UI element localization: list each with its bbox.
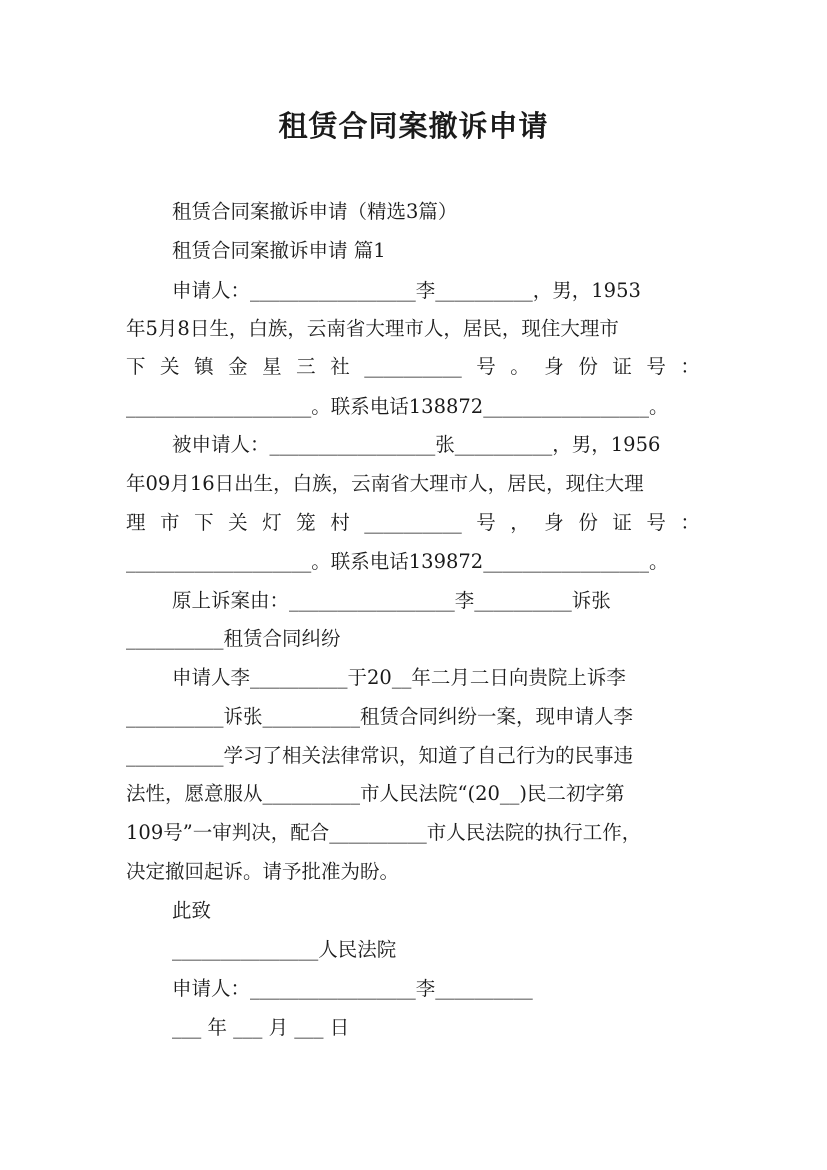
- respondent-phone-line: ___________________。联系电话139872_________________。: [126, 550, 669, 573]
- body-line: 决定撤回起诉。请予批准为盼。: [126, 860, 400, 883]
- salutation: 此致: [172, 899, 212, 922]
- text-fragment: 份: [578, 511, 598, 534]
- text-fragment: 笼: [296, 511, 316, 534]
- text-fragment: 灯: [262, 511, 282, 534]
- original-case-line: 原上诉案由：_________________李__________诉张: [172, 589, 611, 612]
- subtitle-selected: 租赁合同案撤诉申请（精选3篇）: [172, 200, 458, 223]
- section-heading: 租赁合同案撤诉申请 篇1: [172, 239, 386, 262]
- text-fragment: 村: [330, 511, 350, 534]
- text-fragment: 下: [194, 511, 214, 534]
- body-line: 109号”一审判决，配合__________市人民法院的执行工作，: [126, 821, 642, 844]
- text-fragment: 身: [544, 355, 564, 378]
- original-case-cont-line: __________租赁合同纠纷: [126, 627, 341, 650]
- blank-field: __________: [364, 511, 462, 534]
- respondent-line: 被申请人：_________________张__________，男，1956: [172, 433, 661, 456]
- court-line: _______________人民法院: [172, 938, 397, 961]
- applicant-address-line: [126, 357, 700, 377]
- text-fragment: 证: [612, 511, 632, 534]
- text-fragment: 号: [646, 355, 666, 378]
- applicant-line: 申请人：_________________李__________，男，1953: [172, 279, 641, 302]
- date-line: ___ 年 ___ 月 ___ 日: [172, 1016, 350, 1039]
- text-fragment: 关: [160, 355, 180, 378]
- body-line: __________诉张__________租赁合同纠纷一案，现申请人李: [126, 705, 634, 728]
- document-title: 租赁合同案撤诉申请: [278, 109, 549, 143]
- text-fragment: 号: [646, 511, 666, 534]
- text-fragment: 星: [262, 355, 282, 378]
- applicant-phone-line: ___________________。联系电话138872_________________。: [126, 395, 669, 418]
- text-fragment: 理: [126, 511, 146, 534]
- text-fragment: 三: [296, 355, 316, 378]
- text-fragment: 市: [160, 511, 180, 534]
- text-fragment: 身: [544, 511, 564, 534]
- text-fragment: ：: [680, 355, 700, 378]
- text-fragment: 下: [126, 355, 146, 378]
- text-fragment: 号: [476, 355, 496, 378]
- text-fragment: 。: [510, 355, 530, 378]
- text-fragment: ：: [680, 511, 700, 534]
- text-fragment: 镇: [194, 355, 214, 378]
- text-fragment: 关: [228, 511, 248, 534]
- respondent-details-line: 年09月16日出生，白族，云南省大理市人，居民，现住大理: [126, 472, 644, 495]
- blank-field: __________: [364, 355, 462, 378]
- text-fragment: ，: [510, 511, 530, 534]
- text-fragment: 号: [476, 511, 496, 534]
- text-fragment: 证: [612, 355, 632, 378]
- signature-line: 申请人：_________________李__________: [172, 977, 533, 1000]
- body-line: 法性，愿意服从__________市人民法院“(20__)民二初字第: [126, 782, 625, 805]
- text-fragment: 份: [578, 355, 598, 378]
- applicant-details-line: 年5月8日生，白族，云南省大理市人，居民，现住大理市: [126, 317, 619, 340]
- text-fragment: 社: [330, 355, 350, 378]
- body-line: 申请人李__________于20__年二月二日向贵院上诉李: [172, 666, 626, 689]
- text-fragment: 金: [228, 355, 248, 378]
- body-line: __________学习了相关法律常识，知道了自己行为的民事违: [126, 744, 634, 767]
- respondent-address-line: [126, 513, 700, 533]
